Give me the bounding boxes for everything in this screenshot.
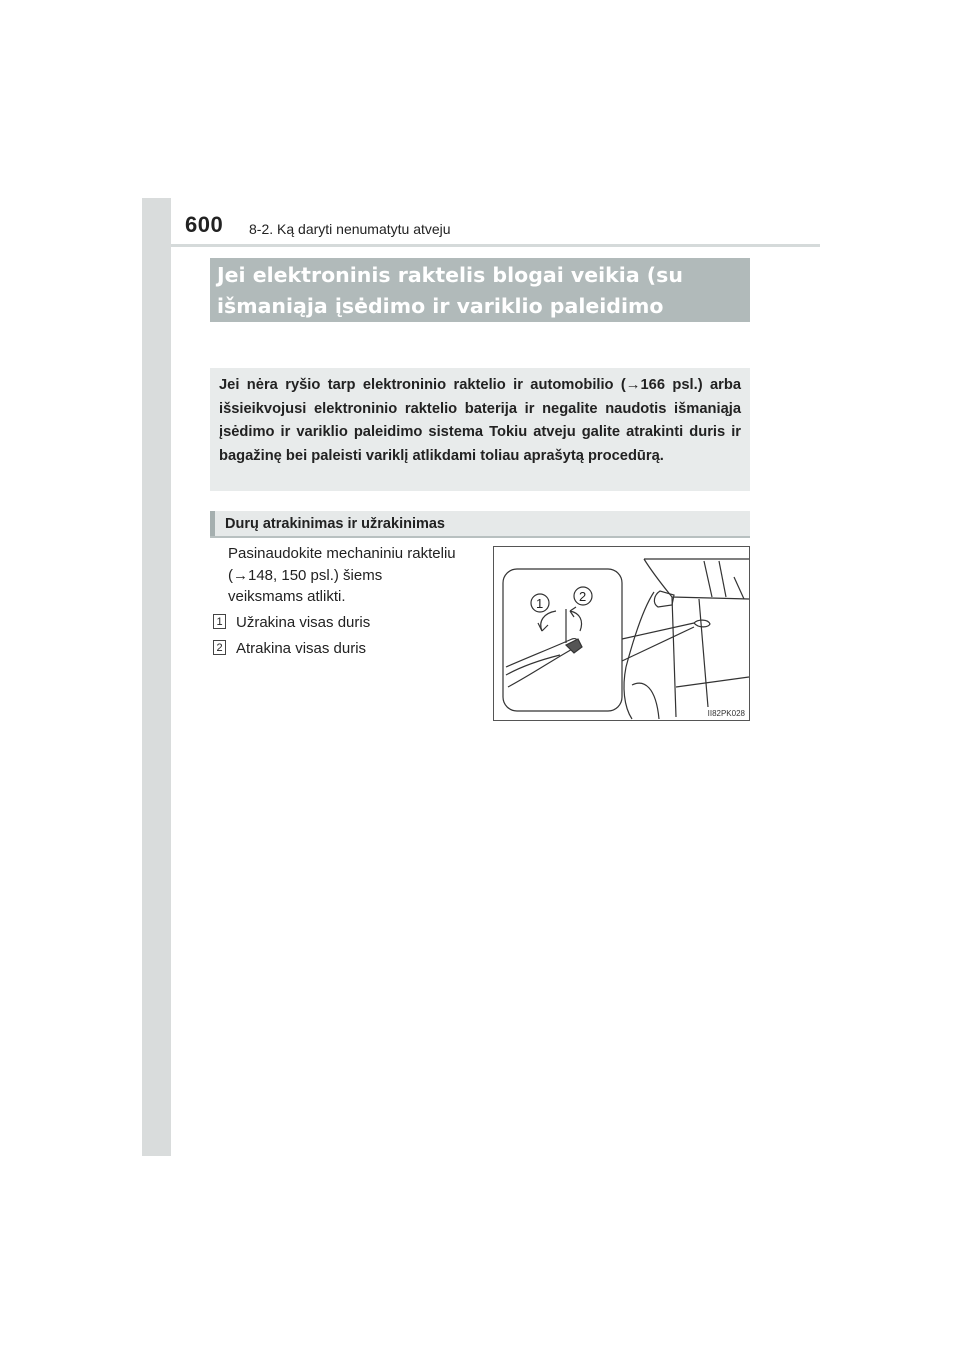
zoom-inset-frame [503, 569, 622, 711]
step-item-2 [213, 640, 366, 657]
body-line-3: veiksmams atlikti. [228, 588, 346, 605]
car-door-handle [694, 620, 710, 627]
step-label: Užrakina visas duris [236, 614, 371, 631]
step-number-badge: 2 [213, 640, 226, 655]
subsection-title: Durų atrakinimas ir užrakinimas [225, 516, 445, 532]
callout-2-label: 2 [579, 589, 587, 604]
intro-box [210, 368, 750, 491]
step-number-badge: 1 [213, 614, 226, 629]
car-door-seam [699, 599, 708, 707]
intro-text: Jei nėra ryšio tarp elektroninio raktelio ir automobilio (→166 psl.) arba išsieikvojusi elektroninio raktelio baterija ir negalite naudotis išmaniąja įsėdimo ir variklio paleidimo sistema Tokiu atveju galite atrakinti duris ir bagažinę bei paleisti variklį atlikdami toliau aprašytą procedūrą. [219, 377, 741, 464]
page-number: 600 [185, 212, 224, 237]
wheel-arch [632, 683, 659, 719]
rotate-arrow-lock [541, 611, 556, 631]
section-title-line-2: išmaniąja įsėdimo ir variklio paleidimo [217, 294, 664, 318]
header-divider [171, 244, 820, 247]
side-margin-band [142, 198, 171, 1156]
car-a-pillar [626, 592, 654, 667]
body-line-1: Pasinaudokite mechaniniu rakteliu [228, 545, 456, 562]
breadcrumb: 8-2. Ką daryti nenumatytu atveju [249, 221, 451, 237]
zoom-line-top [622, 623, 694, 639]
subsection-body [228, 543, 483, 608]
car-window-line [644, 559, 749, 599]
car-sill-line [676, 677, 749, 687]
body-line-2: (→148, 150 psl.) šiems [228, 566, 383, 584]
side-mirror [654, 591, 674, 607]
step-item-1 [213, 614, 370, 631]
step-label: Atrakina visas duris [236, 640, 367, 657]
section-title-line-1: Jei elektroninis raktelis blogai veikia (su [217, 263, 683, 287]
door-key-diagram [494, 547, 749, 720]
door-lock-illustration [493, 546, 750, 721]
section-title-box [210, 258, 750, 322]
subsection-accent-bar [210, 511, 215, 536]
car-front-fender [624, 667, 632, 719]
car-door-edge [672, 597, 676, 717]
subsection-heading [210, 511, 750, 538]
figure-code: II82PK028 [707, 709, 745, 718]
callout-1-label: 1 [536, 596, 544, 611]
